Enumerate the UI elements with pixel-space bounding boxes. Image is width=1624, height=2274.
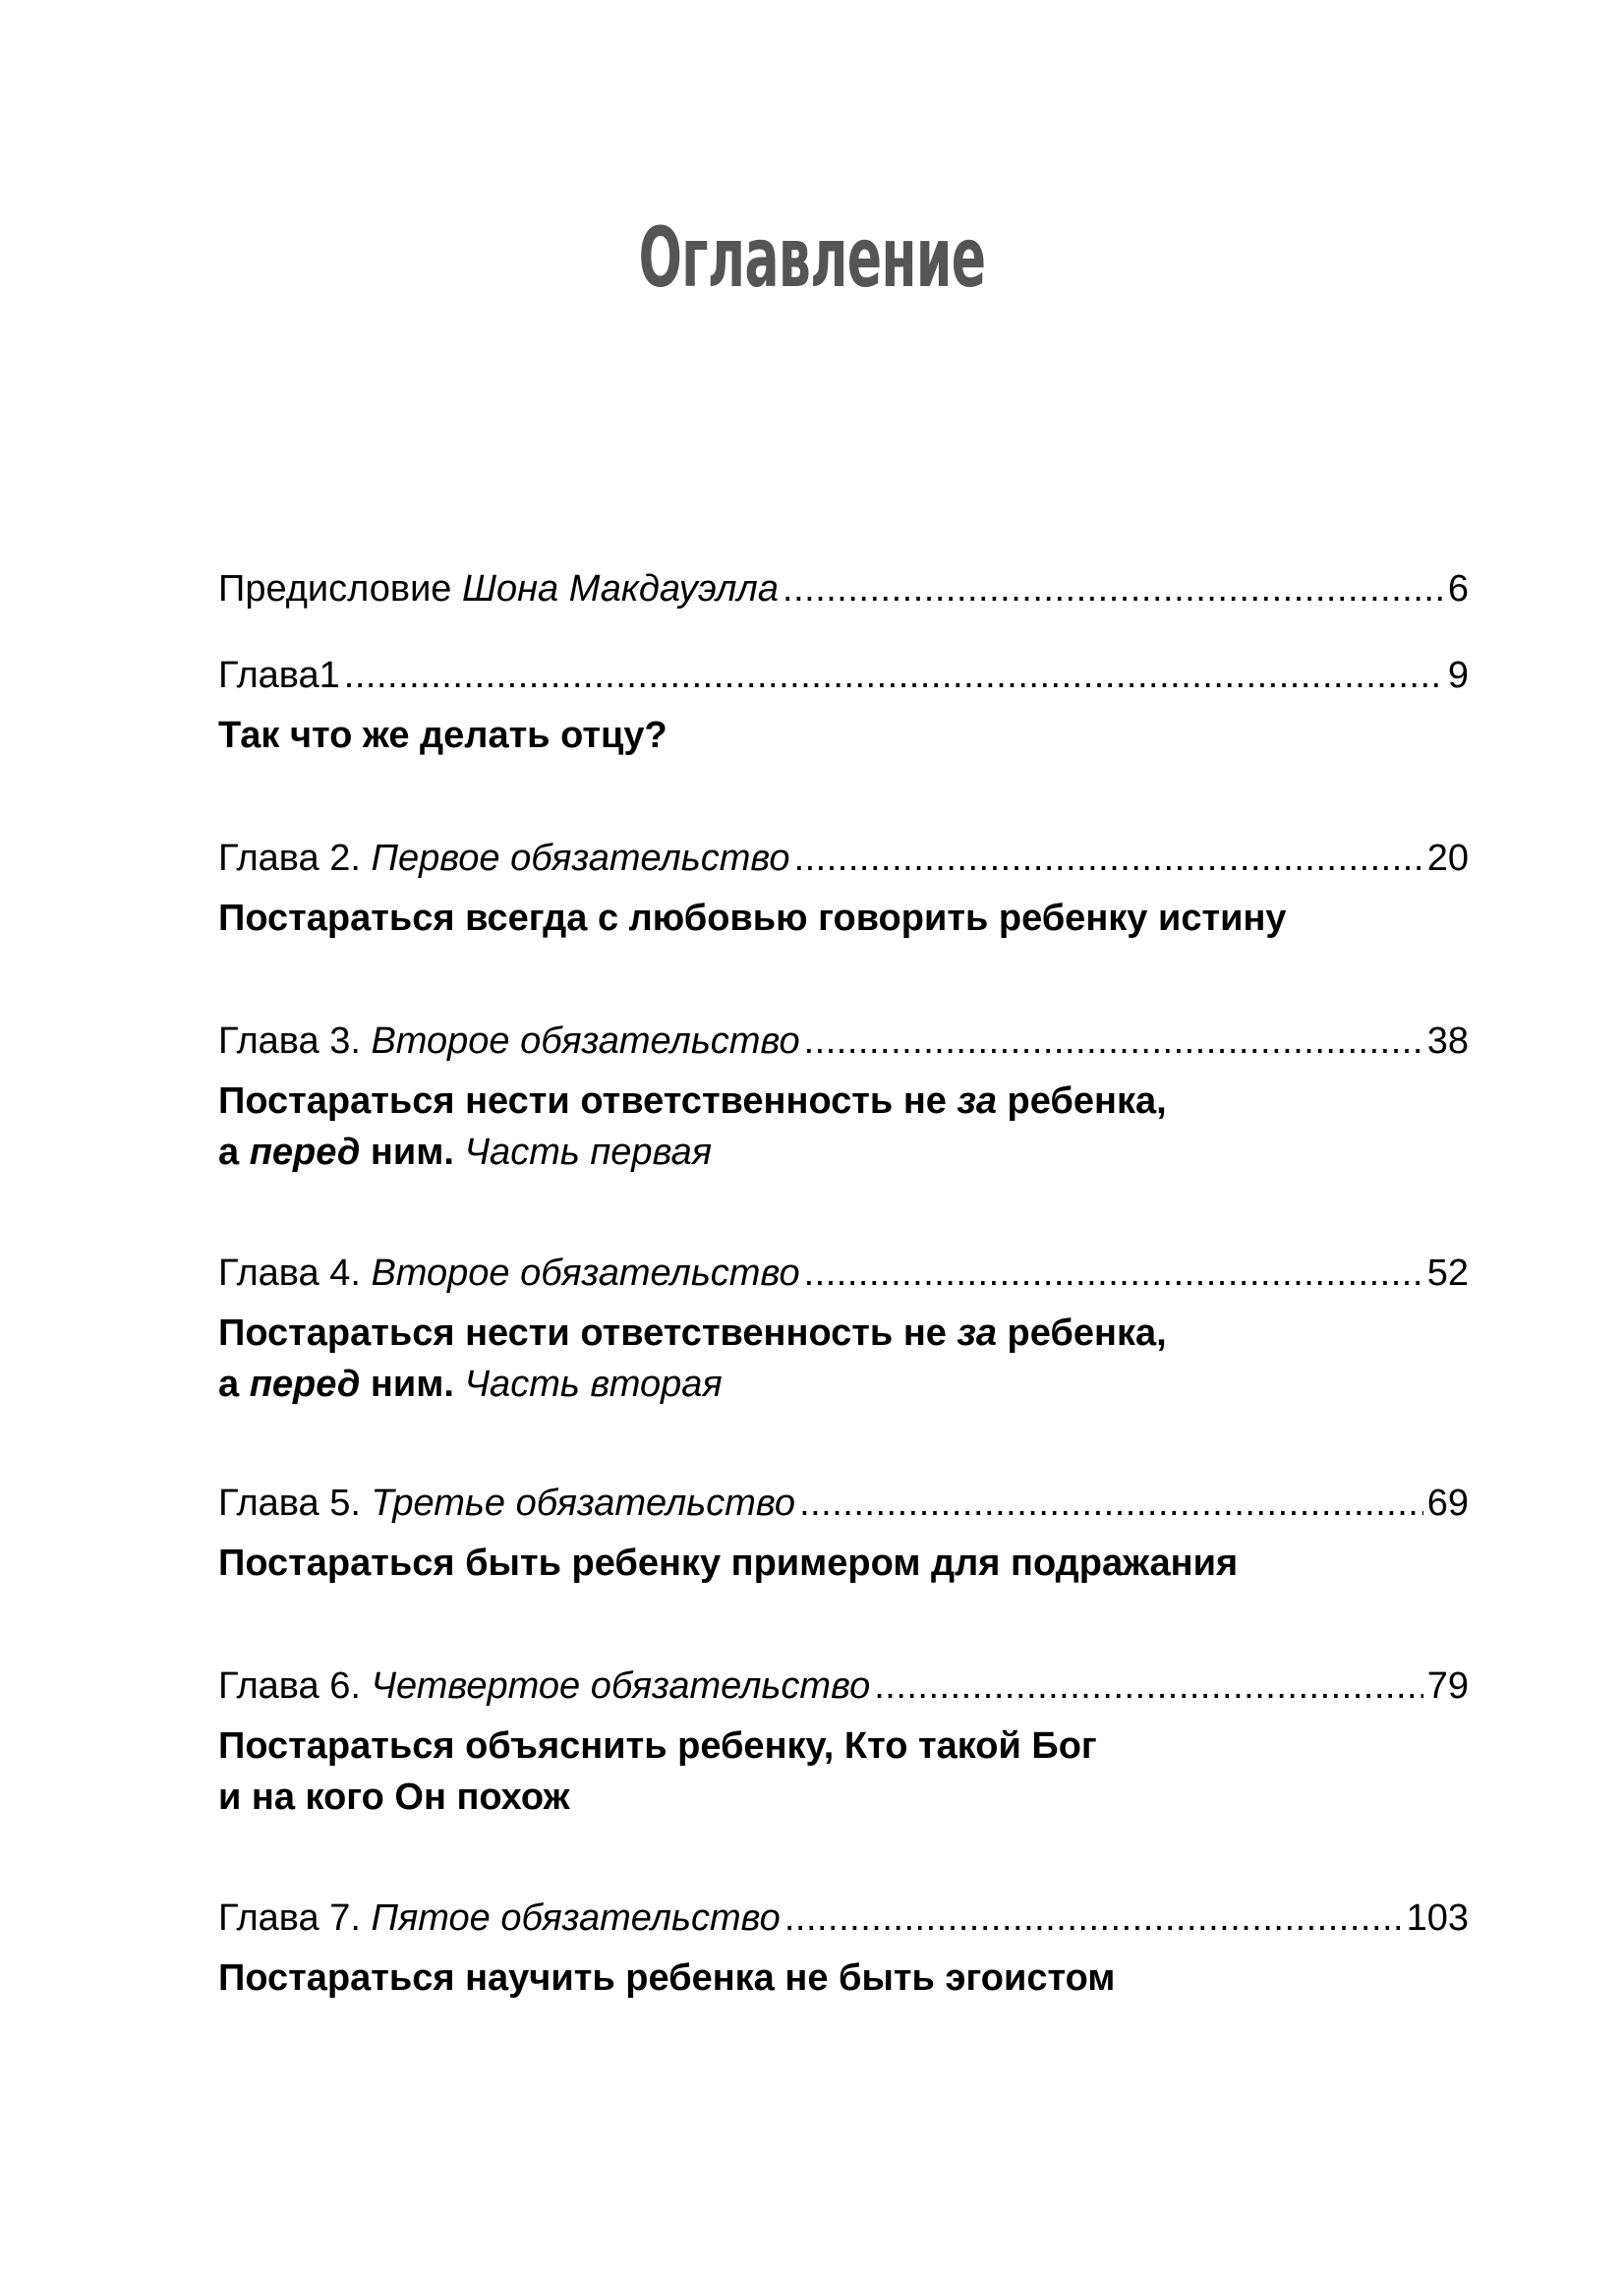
leader-dots (344, 651, 1444, 700)
page-number: 9 (1447, 655, 1469, 696)
toc-entry-chapter-2[interactable] (218, 834, 1469, 944)
entry-label: Глава1 (218, 655, 340, 696)
toc-entry-chapter-7[interactable] (218, 1894, 1469, 2004)
entry-label: Глава 2. Первое обязательство (218, 838, 790, 879)
page-number: 52 (1426, 1253, 1469, 1294)
toc-entry-chapter-6[interactable] (218, 1662, 1469, 1823)
page-number: 6 (1447, 568, 1469, 610)
leader-dots (784, 1894, 1403, 1943)
chapter-subtitle: Постараться научить ребенка не быть эгоистом (218, 1957, 1116, 1999)
chapter-subtitle-line-2: а перед ним. Часть вторая (218, 1364, 723, 1405)
chapter-subtitle: Постараться объяснить ребенку, Кто такой Бог (218, 1725, 1097, 1767)
toc-entry-chapter-5[interactable] (218, 1479, 1469, 1589)
entry-label: Глава 7. Пятое обязательство (218, 1897, 781, 1939)
toc-entry-heading (218, 651, 1469, 700)
leader-dots (794, 834, 1423, 883)
leader-dots (804, 1017, 1423, 1066)
toc-entry-chapter-3[interactable] (218, 1017, 1469, 1178)
leader-dots (874, 1662, 1423, 1711)
chapter-subtitle: Постараться всегда с любовью говорить ребенку истину (218, 898, 1287, 939)
leader-dots (799, 1479, 1423, 1528)
page-number: 20 (1426, 838, 1469, 879)
chapter-subtitle: Постараться нести ответственность не за ребенка, (218, 1312, 1167, 1354)
toc-entry-foreword[interactable] (218, 564, 1469, 613)
page-number: 103 (1406, 1897, 1469, 1939)
page-title: Оглавление (638, 209, 986, 306)
entry-label: Глава 3. Второе обязательство (218, 1020, 800, 1062)
chapter-subtitle: Так что же делать отцу? (218, 715, 667, 756)
toc-entry-heading (218, 834, 1469, 883)
page-number: 69 (1426, 1483, 1469, 1524)
leader-dots (783, 564, 1444, 613)
chapter-subtitle-line-2: и на кого Он похож (218, 1777, 570, 1818)
toc-entry-heading (218, 1479, 1469, 1528)
toc-entry-heading (218, 1249, 1469, 1298)
toc-entry-chapter-1[interactable] (218, 651, 1469, 761)
toc-entry-heading (218, 1017, 1469, 1066)
toc-entry-heading (218, 1662, 1469, 1711)
entry-label: Глава 5. Третье обязательство (218, 1483, 796, 1524)
page-number: 79 (1426, 1665, 1469, 1707)
toc-entry-chapter-4[interactable] (218, 1249, 1469, 1410)
entry-label: Предисловие Шона Макдауэлла (218, 568, 780, 610)
chapter-subtitle: Постараться нести ответственность не за ребенка, (218, 1080, 1167, 1122)
chapter-subtitle: Постараться быть ребенку примером для подражания (218, 1543, 1239, 1584)
toc-entry-heading (218, 1894, 1469, 1943)
page-number: 38 (1426, 1020, 1469, 1062)
entry-label: Глава 6. Четвертое обязательство (218, 1665, 871, 1707)
toc-entry-heading (218, 564, 1469, 613)
leader-dots (804, 1249, 1423, 1298)
chapter-subtitle-line-2: а перед ним. Часть первая (218, 1132, 712, 1173)
entry-label: Глава 4. Второе обязательство (218, 1253, 800, 1294)
